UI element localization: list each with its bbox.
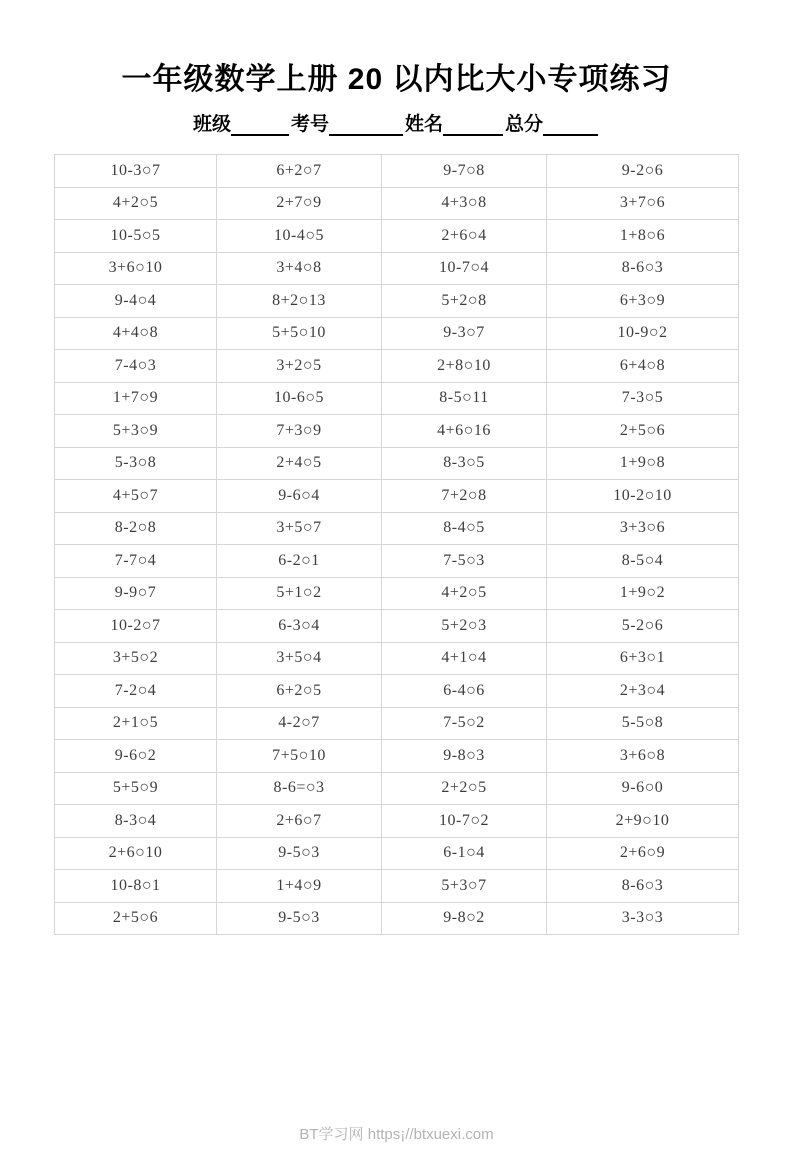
table-row	[55, 220, 739, 253]
problem-cell: 5-2○6	[547, 610, 739, 643]
problem-cell: 7-4○3	[55, 350, 217, 383]
problem-cell: 2+5○6	[55, 902, 217, 935]
problem-cell: 2+6○4	[382, 220, 547, 253]
problem-cell: 6+4○8	[547, 350, 739, 383]
problem-cell: 3+5○7	[217, 512, 382, 545]
problem-cell: 9-6○4	[217, 480, 382, 513]
problem-cell: 6-1○4	[382, 837, 547, 870]
problem-cell: 1+8○6	[547, 220, 739, 253]
problem-cell: 8-6○3	[547, 252, 739, 285]
problem-cell: 3-3○3	[547, 902, 739, 935]
name-blank-line	[443, 115, 503, 136]
problem-cell: 5+3○7	[382, 870, 547, 903]
problem-cell: 2+6○10	[55, 837, 217, 870]
table-row	[55, 870, 739, 903]
problem-cell: 2+9○10	[547, 805, 739, 838]
exam-no-blank-line	[329, 115, 403, 136]
table-row	[55, 805, 739, 838]
table-row	[55, 772, 739, 805]
table-row	[55, 155, 739, 188]
problem-cell: 3+4○8	[217, 252, 382, 285]
problem-cell: 4+5○7	[55, 480, 217, 513]
table-row	[55, 740, 739, 773]
problem-cell: 10-5○5	[55, 220, 217, 253]
problem-cell: 5-3○8	[55, 447, 217, 480]
problem-cell: 5-5○8	[547, 707, 739, 740]
problem-cell: 10-2○7	[55, 610, 217, 643]
problem-cell: 5+3○9	[55, 415, 217, 448]
problem-cell: 2+2○5	[382, 772, 547, 805]
problem-cell: 7-5○2	[382, 707, 547, 740]
table-row	[55, 610, 739, 643]
table-row	[55, 512, 739, 545]
problem-cell: 9-8○3	[382, 740, 547, 773]
problem-cell: 2+5○6	[547, 415, 739, 448]
table-row	[55, 317, 739, 350]
problem-cell: 6+3○1	[547, 642, 739, 675]
problem-cell: 10-2○10	[547, 480, 739, 513]
table-row	[55, 902, 739, 935]
problem-cell: 6-3○4	[217, 610, 382, 643]
problem-cell: 10-6○5	[217, 382, 382, 415]
problem-cell: 9-6○2	[55, 740, 217, 773]
problem-cell: 7+2○8	[382, 480, 547, 513]
problem-cell: 4+6○16	[382, 415, 547, 448]
table-row	[55, 707, 739, 740]
exam-no-label: 考号	[290, 114, 329, 135]
problem-cell: 4+2○5	[55, 187, 217, 220]
problem-cell: 7-3○5	[547, 382, 739, 415]
problem-cell: 8-2○8	[55, 512, 217, 545]
student-info-line	[0, 114, 793, 136]
problem-cell: 8-4○5	[382, 512, 547, 545]
problem-cell: 9-6○0	[547, 772, 739, 805]
problem-cell: 8-3○4	[55, 805, 217, 838]
total-score-label: 总分	[505, 114, 544, 135]
table-row	[55, 382, 739, 415]
problem-cell: 6+3○9	[547, 285, 739, 318]
problem-cell: 9-5○3	[217, 902, 382, 935]
problem-cell: 2+7○9	[217, 187, 382, 220]
problem-cell: 8-6=○3	[217, 772, 382, 805]
problem-cell: 10-4○5	[217, 220, 382, 253]
problem-cell: 5+5○10	[217, 317, 382, 350]
problem-cell: 8-6○3	[547, 870, 739, 903]
problem-cell: 2+4○5	[217, 447, 382, 480]
table-row	[55, 837, 739, 870]
problem-cell: 7-5○3	[382, 545, 547, 578]
problem-cell: 7+3○9	[217, 415, 382, 448]
problem-cell: 3+5○4	[217, 642, 382, 675]
table-row	[55, 642, 739, 675]
class-label: 班级	[192, 114, 231, 135]
problem-cell: 10-9○2	[547, 317, 739, 350]
problem-cell: 8-5○11	[382, 382, 547, 415]
problem-cell: 9-8○2	[382, 902, 547, 935]
table-row	[55, 187, 739, 220]
problem-cell: 10-7○2	[382, 805, 547, 838]
problem-cell: 9-5○3	[217, 837, 382, 870]
problem-cell: 7-2○4	[55, 675, 217, 708]
worksheet-table	[54, 154, 739, 935]
problem-cell: 2+6○7	[217, 805, 382, 838]
table-row	[55, 577, 739, 610]
problem-cell: 6-4○6	[382, 675, 547, 708]
problem-cell: 1+9○8	[547, 447, 739, 480]
problem-cell: 4+2○5	[382, 577, 547, 610]
problem-cell: 10-3○7	[55, 155, 217, 188]
total-score-blank-line	[543, 115, 598, 136]
problem-cell: 3+6○8	[547, 740, 739, 773]
problem-cell: 9-2○6	[547, 155, 739, 188]
table-row	[55, 545, 739, 578]
problem-cell: 6+2○5	[217, 675, 382, 708]
problem-cell: 4+4○8	[55, 317, 217, 350]
problem-cell: 1+9○2	[547, 577, 739, 610]
problem-cell: 2+3○4	[547, 675, 739, 708]
table-row	[55, 252, 739, 285]
problem-cell: 2+1○5	[55, 707, 217, 740]
class-blank-line	[231, 115, 289, 136]
problem-cell: 5+2○3	[382, 610, 547, 643]
problem-cell: 10-7○4	[382, 252, 547, 285]
problem-cell: 4-2○7	[217, 707, 382, 740]
footer-credit: BT学习网 https¡//btxuexi.com	[299, 1126, 494, 1143]
problem-cell: 3+2○5	[217, 350, 382, 383]
name-label: 姓名	[405, 114, 444, 135]
problem-cell: 5+5○9	[55, 772, 217, 805]
problem-cell: 7-7○4	[55, 545, 217, 578]
problem-cell: 3+6○10	[55, 252, 217, 285]
problem-cell: 9-7○8	[382, 155, 547, 188]
table-row	[55, 285, 739, 318]
table-row	[55, 350, 739, 383]
table-row	[55, 447, 739, 480]
problem-cell: 3+7○6	[547, 187, 739, 220]
problem-cell: 8-3○5	[382, 447, 547, 480]
table-row	[55, 480, 739, 513]
problem-cell: 9-4○4	[55, 285, 217, 318]
problem-cell: 5+2○8	[382, 285, 547, 318]
problem-cell: 7+5○10	[217, 740, 382, 773]
problem-cell: 10-8○1	[55, 870, 217, 903]
problem-cell: 9-3○7	[382, 317, 547, 350]
problem-cell: 9-9○7	[55, 577, 217, 610]
problem-cell: 6-2○1	[217, 545, 382, 578]
problem-cell: 8-5○4	[547, 545, 739, 578]
problem-cell: 1+7○9	[55, 382, 217, 415]
page-title: 一年级数学上册 20 以内比大小专项练习	[121, 63, 672, 96]
problem-cell: 3+5○2	[55, 642, 217, 675]
problem-cell: 1+4○9	[217, 870, 382, 903]
problem-cell: 2+6○9	[547, 837, 739, 870]
problem-cell: 4+1○4	[382, 642, 547, 675]
table-row	[55, 675, 739, 708]
problem-cell: 4+3○8	[382, 187, 547, 220]
table-row	[55, 415, 739, 448]
problem-cell: 5+1○2	[217, 577, 382, 610]
problem-cell: 3+3○6	[547, 512, 739, 545]
problem-cell: 8+2○13	[217, 285, 382, 318]
problem-cell: 2+8○10	[382, 350, 547, 383]
problem-cell: 6+2○7	[217, 155, 382, 188]
